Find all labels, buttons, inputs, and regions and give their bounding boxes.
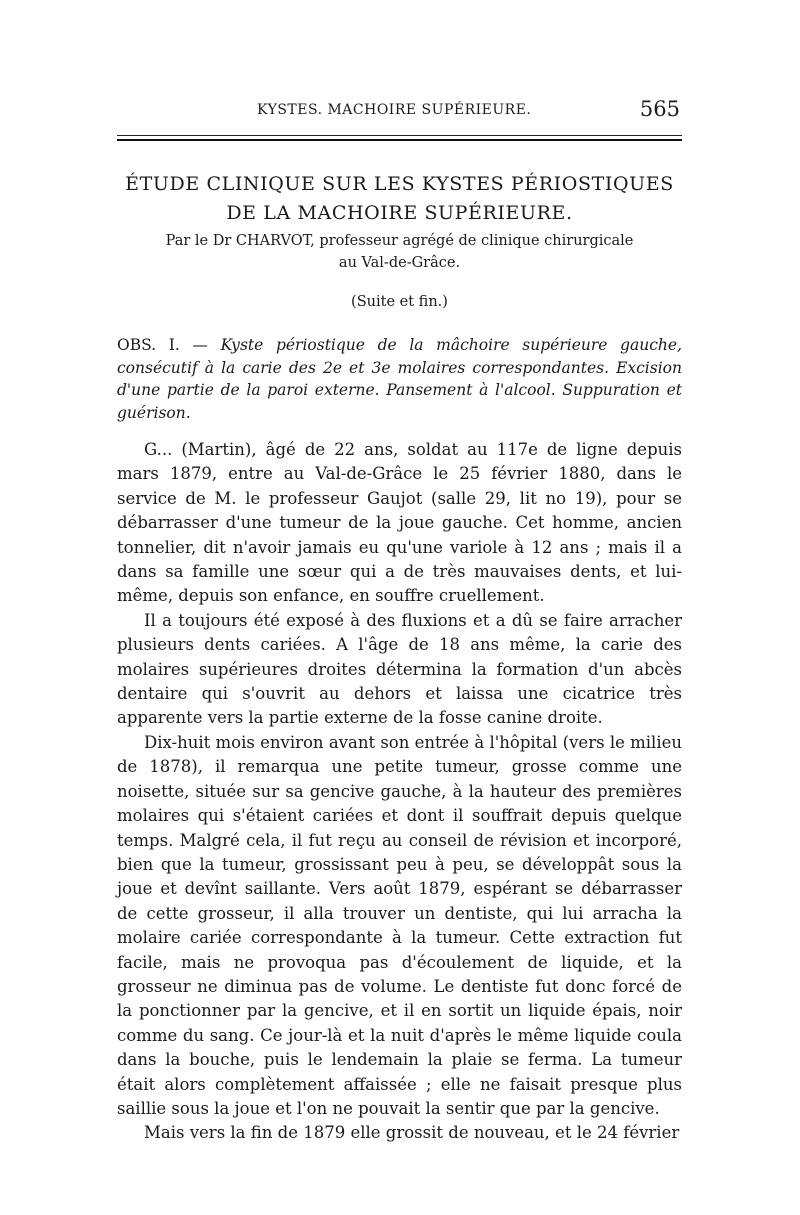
byline-affiliation: au Val-de-Grâce.: [338, 255, 461, 271]
header-rule-thick: [117, 139, 682, 141]
page: [117, 96, 682, 1146]
paragraph-1: G... (Martin), âgé de 22 ans, soldat au 117e de ligne depuis mars 1879, entre au Val-de-Grâce le 25 février 1880, dans le service de M. le professeur Gaujot (salle 29, lit no 19), pour se débarrasser d'une tumeur de la joue gauche. Cet homme, ancien tonnelier, dit n'avoir jamais eu qu'une variole à 12 ans ; mais il a dans sa famille une sœur qui a de très mauvaises dents, et lui-même, depuis son enfance, en souffre cruellement.: [117, 440, 682, 606]
body-text: [117, 438, 682, 1146]
paragraph-4: Mais vers la fin de 1879 elle grossit de nouveau, et le 24 février: [144, 1123, 680, 1143]
page-number: 565: [639, 97, 680, 121]
header-rule-thin: [117, 135, 682, 136]
article-title-line-2: DE LA MACHOIRE SUPÉRIEURE.: [226, 202, 573, 224]
observation-title: Kyste périostique de la mâchoire supérieure gauche, consécutif à la carie des 2e et 3e molaires correspondantes. Excision d'une partie de la paroi externe. Pansement à l'alcool. Suppuration et guérison.: [117, 336, 682, 422]
article-title: [117, 170, 682, 228]
continuation-note: (Suite et fin.): [351, 294, 448, 310]
running-head: [117, 96, 682, 124]
paragraph-3: Dix-huit mois environ avant son entrée à l'hôpital (vers le milieu de 1878), il remarqua une petite tumeur, grosse comme une noisette, située sur sa gencive gauche, à la hauteur des premières molaires qui s'étaient cariées et dont il souffrait depuis quelque temps. Malgré cela, il fut reçu au conseil de révision et incorporé, bien que la tumeur, grossissant peu à peu, se développât sous la joue et devînt saillante. Vers août 1879, espérant se débarrasser de cette grosseur, il alla trouver un dentiste, qui lui arracha la molaire cariée correspondante à la tumeur. Cette extraction fut facile, mais ne provoqua pas d'écoulement de liquide, et la grosseur ne diminua pas de volume. Le dentiste fut donc forcé de la ponctionner par la gencive, et il en sortit un liquide épais, noir comme du sang. Ce jour-là et la nuit d'après le même liquide coula dans la bouche, puis le lendemain la plaie se ferma. La tumeur était alors complètement affaissée ; elle ne faisait presque plus saillie sous la joue et l'on ne pouvait la sentir que par la gencive.: [117, 732, 682, 1118]
running-head-title: KYSTES. MACHOIRE SUPÉRIEURE.: [257, 102, 532, 118]
article-title-line-1: ÉTUDE CLINIQUE SUR LES KYSTES PÉRIOSTIQUES: [125, 173, 674, 195]
byline: Par le Dr CHARVOT, professeur agrégé de clinique chirurgicale: [165, 233, 634, 249]
observation-heading: [117, 334, 682, 424]
observation-label: OBS. I. —: [117, 336, 208, 354]
header-rule: [117, 134, 682, 148]
paragraph-2: Il a toujours été exposé à des fluxions et a dû se faire arracher plusieurs dents cariées. A l'âge de 18 ans même, la carie des molaires supérieures droites détermina la formation d'un abcès dentaire qui s'ouvrit au dehors et laissa une cicatrice très apparente vers la partie externe de la fosse canine droite.: [117, 610, 682, 728]
